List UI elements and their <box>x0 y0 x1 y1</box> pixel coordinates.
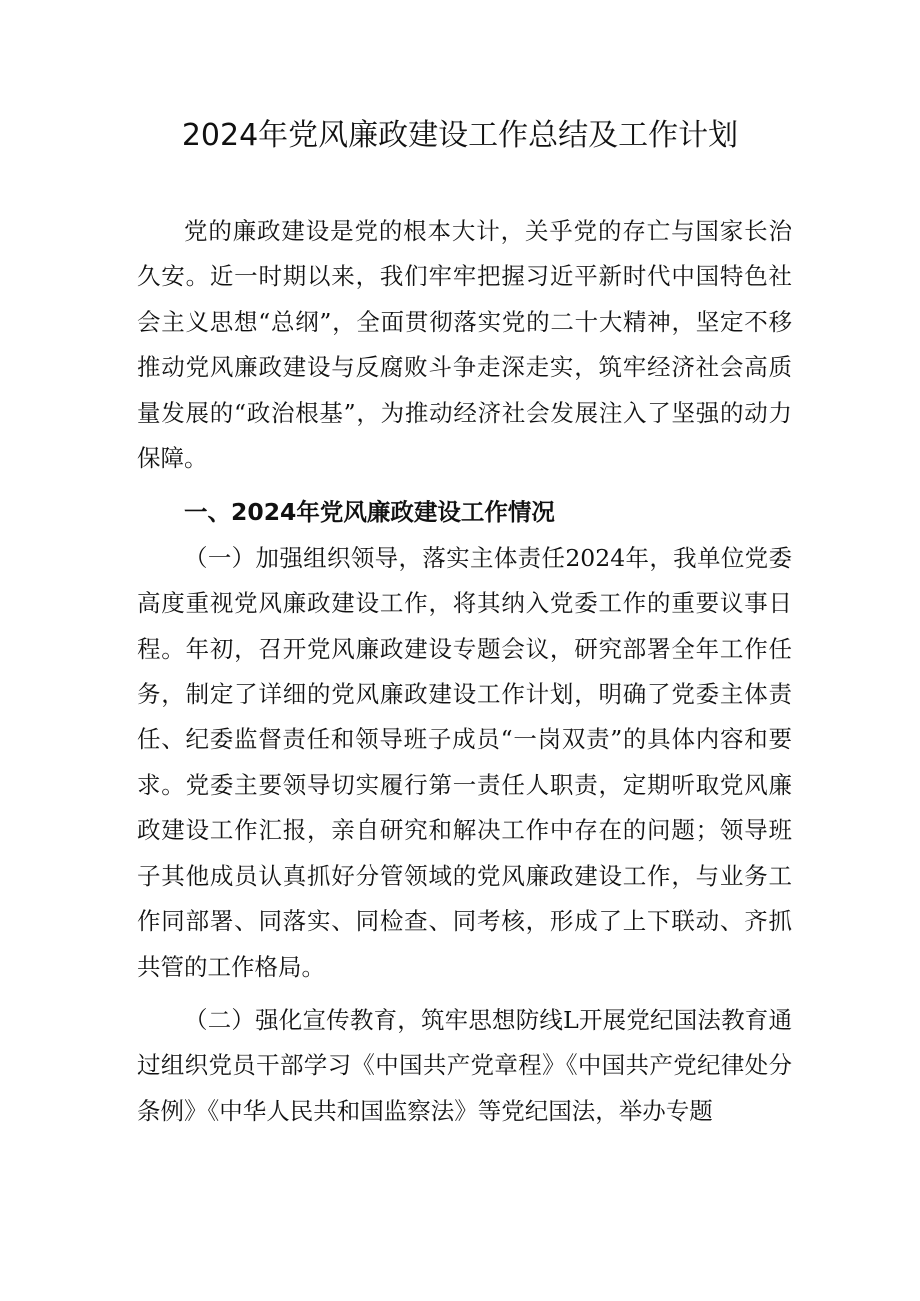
section-heading: 一、2024年党风廉政建设工作情况 <box>184 498 555 527</box>
section-item-paragraph: （二）强化宣传教育，筑牢思想防线L开展党纪国法教育通过组织党员干部学习《中国共产党章程》《中国共产党纪律处分条例》《中华人民共和国监察法》等党纪国法，举办专题 <box>137 1005 792 1125</box>
document-body <box>137 209 792 1134</box>
section-item-paragraph: （一）加强组织领导，落实主体责任2024年，我单位党委高度重视党风廉政建设工作，将其纳入党委工作的重要议事日程。年初，召开党风廉政建设专题会议，研究部署全年工作任务，制定了详细的党风廉政建设工作计划，明确了党委主体责任、纪委监督责任和领导班子成员“一岗双责”的具体内容和要求。党委主要领导切实履行第一责任人职责，定期听取党风廉政建设工作汇报，亲自研究和解决工作中存在的问题；领导班子其他成员认真抓好分管领域的党风廉政建设工作，与业务工作同部署、同落实、同检查、同考核，形成了上下联动、齐抓共管的工作格局。 <box>137 543 792 981</box>
intro-paragraph: 党的廉政建设是党的根本大计，关乎党的存亡与国家长治久安。近一时期以来，我们牢牢把握习近平新时代中国特色社会主义思想“总纲”，全面贯彻落实党的二十大精神，坚定不移推动党风廉政建设与反腐败斗争走深走实，筑牢经济社会高质量发展的“政治根基”，为推动经济社会发展注入了坚强的动力保障。 <box>137 217 792 473</box>
document-title: 2024年党风廉政建设工作总结及工作计划 <box>181 118 739 153</box>
